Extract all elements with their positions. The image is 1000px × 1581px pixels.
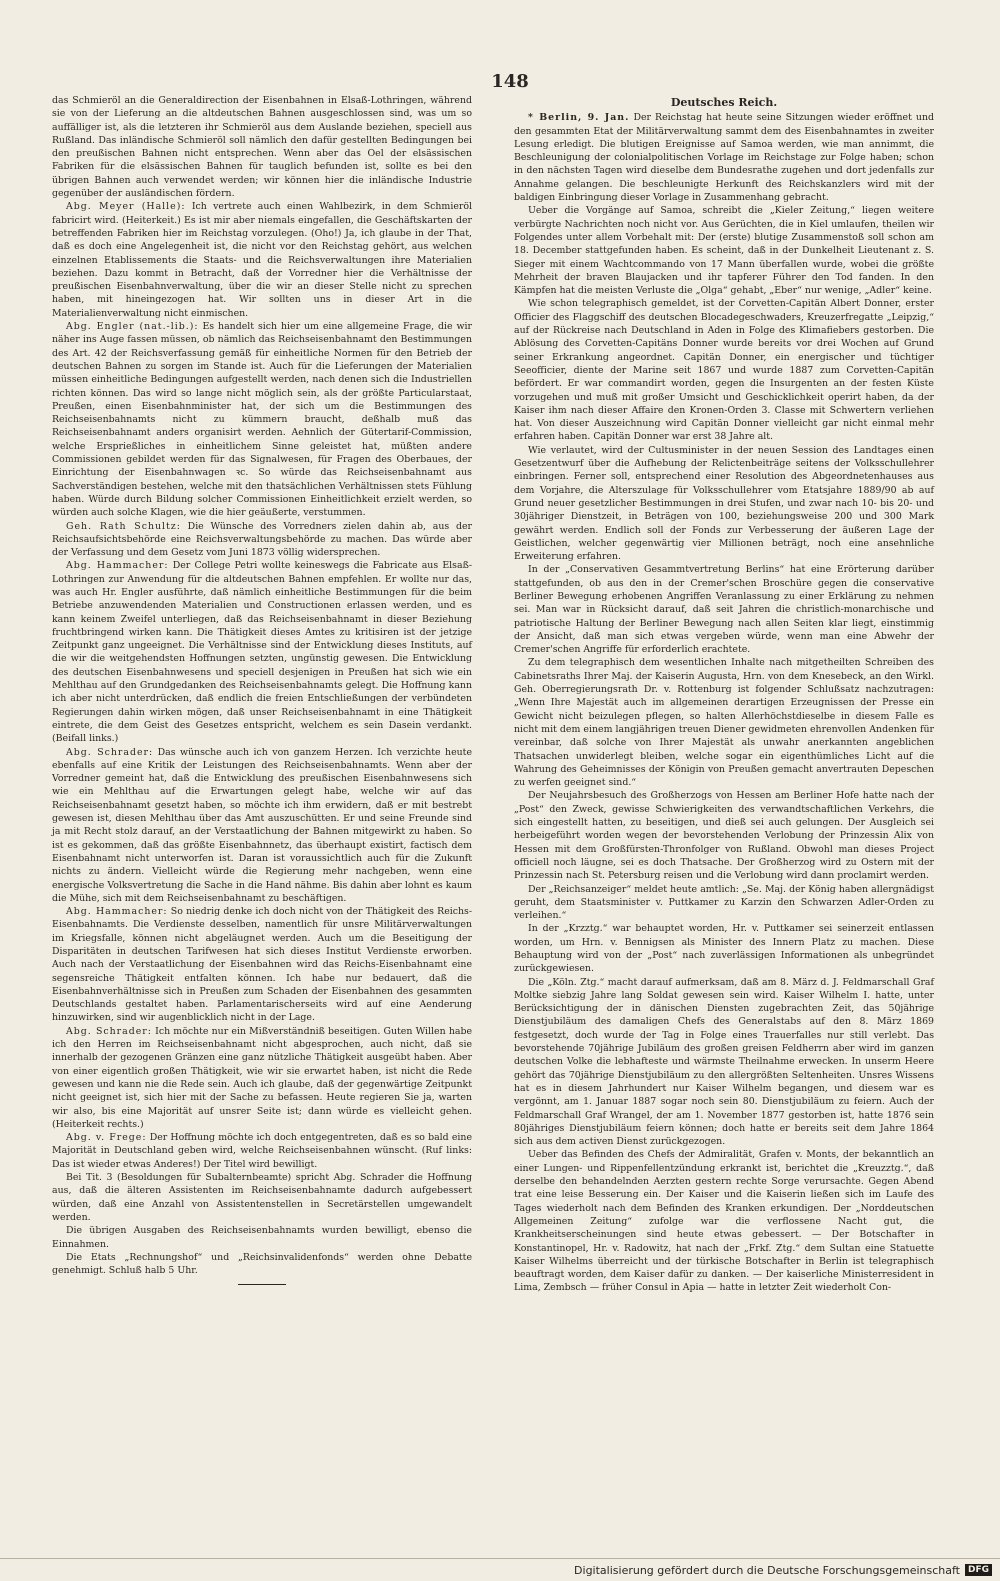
paragraph bbox=[52, 320, 472, 519]
dfg-logo: DFG bbox=[965, 1564, 992, 1576]
paragraph bbox=[514, 789, 934, 882]
speaker-name: Abg. Hammacher: bbox=[66, 560, 169, 572]
paragraph-text: Der Hoffnung möchte ich doch entgegentreten, daß es so bald eine Majorität in Deutschland geben wird, welche Reichseisenbahnen wünscht. (Ruf links: Das ist wieder etwas Anderes!) Der Titel wird bewilligt. bbox=[52, 1132, 472, 1170]
paragraph-text: In der „Conservativen Gesammtvertretung Berlins“ hat eine Erörterung darüber stattgefunden, ob aus den in der Cremer'schen Broschüre gegen die conservative Berliner Bewegung erhobenen Angriffen Veranlassung zu einer Erklärung zu nehmen sei. Man war in Rücksicht darauf, daß seit Jahren die christlich-monarchische und patriotische Haltung der Berliner Bewegung nach allen Seiten klar liegt, einstimmig der Ansicht, daß man sich etwas vergeben würde, wenn man eine Abwehr der Cremer'schen Angriffe für erforderlich erachtete. bbox=[514, 564, 934, 656]
paragraph-text: Der Reichstag hat heute seine Sitzungen wieder eröffnet und den gesammten Etat der Militärverwaltung sammt dem des Eisenbahnamtes in zweiter Lesung erledigt. Die blutigen Ereignisse auf Samoa werden, wie man annimmt, die Beschleunigung der colonialpolitischen Vorlage im Reichstage zur Folge haben; schon in den nächsten Tagen wird dieselbe dem Bundesrathe zugehen und dort jedenfalls zur Annahme gelangen. Die beschleunigte Herkunft des Reichskanzlers wird mit der baldigen Einbringung dieser Vorlage in Zusammenhang gebracht. bbox=[514, 112, 934, 204]
dateline: * Berlin, 9. Jan. bbox=[528, 112, 630, 124]
paragraph-text: Es handelt sich hier um eine allgemeine Frage, die wir näher ins Auge fassen müssen, ob nämlich das Reichseisenbahnamt den Bestimmungen des Art. 42 der Reichsverfassung gemäß für einheitliche Normen für den Betrieb der deutschen Bahnen zu sorgen im Stande ist. Auch für die Lieferungen der Materialien müssen einheitliche Bedingungen aufgestellt werden, nach denen sich die Industriellen richten können. Das wird so lange nicht möglich sein, als der größte Particularstaat, Preußen, einen Eisenbahnminister hat, der sich um die Bestimmungen des Reichseisenbahnamts nicht zu kümmern braucht, deßhalb muß das Reichseisenbahnamt anders organisirt werden. Aehnlich der Gütertarif-Commission, welche Ersprießliches in einheitlichem Sinne geleistet hat, müßten andere Commissionen gebildet werden für das Signalwesen, für Fragen des Oberbaues, der Einrichtung der Eisenbahnwagen ꝛc. So würde das Reichseisenbahnamt aus Sachverständigen bestehen, welche mit den thatsächlichen Verhältnissen stets Fühlung haben. Würde durch Bildung solcher Commissionen Einheitlichkeit erzielt werden, so würden auch solche Klagen, wie die hier geäußerte, verstummen. bbox=[52, 321, 473, 519]
paragraph-text: Der Neujahrsbesuch des Großherzogs von Hessen am Berliner Hofe hatte nach der „Post“ den Zweck, gewisse Schwierigkeiten des verwandtschaftlichen Verkehrs, die sich eingestellt hatten, zu beseitigen, und dieß sei auch gelungen. Der Ausgleich sei herbeigeführt worden wegen der bevorstehenden Verlobung der Prinzessin Alix von Hessen mit dem Großfürsten-Thronfolger von Rußland. Obwohl man dieses Project officiell noch läugne, sei es doch Thatsache. Der Großherzog wird zu Ostern mit der Prinzessin nach St. Petersburg reisen und die Verlobung wird dann proclamirt werden. bbox=[514, 790, 934, 882]
paragraph bbox=[514, 204, 934, 297]
paragraph bbox=[52, 1224, 472, 1251]
paragraph-text: Wie schon telegraphisch gemeldet, ist der Corvetten-Capitän Albert Donner, erster Officier des Flaggschiff des deutschen Blocadegeschwaders, Kreuzerfregatte „Leipzig,“ auf der Rückreise nach Deutschland in Aden in Folge des Klimafiebers gestorben. Die Ablösung des Corvetten-Capitäns Donner wurde bereits vor drei Wochen auf Grund seiner Erkrankung angeordnet. Capitän Donner, ein energischer und tüchtiger Seeofficier, diente der Marine seit 1867 und wurde 1887 zum Corvetten-Capitän befördert. Er war commandirt worden, gegen die Insurgenten an der festen Küste vorzugehen und muß mit großer Umsicht und Geschicklichkeit operirt haben, da der Kaiser ihm nach dieser Affaire den Kronen-Orden 3. Classe mit Schwertern verliehen hat. Von dieser Auszeichnung wird Capitän Donner vielleicht gar nicht einmal mehr erfahren haben. Capitän Donner war erst 38 Jahre alt. bbox=[514, 298, 934, 443]
paragraph-text: Der College Petri wollte keineswegs die Fabricate aus Elsaß-Lothringen zur Anwendung für die altdeutschen Bahnen empfehlen. Er wollte nur das, was auch Hr. Engler ausführte, daß nämlich einheitliche Bestimmungen für die beim Betriebe anzuwendenden Materialien und Constructionen erlassen werden, und es kann keinem Zweifel unterliegen, daß das Reichseisenbahnamt in dieser Beziehung fruchtbringend wirken kann. Die Thätigkeit dieses Amtes zu kritisiren ist der jetzige Zeitpunkt ganz ungeeignet. Die Verhältnisse sind der Entwicklung dieses Instituts, auf die wir die weitgehendsten Hoffnungen setzten, ungünstig gewesen. Die Entwicklung des deutschen Eisenbahnwesens und speciell desjenigen in Preußen hat sich wie ein Mehlthau auf den Grundgedanken des Reichseisenbahnamts gelegt. Die Hoffnung kann ich aber nicht unterdrücken, daß endlich die freien Entschließungen der verbündeten Regierungen dahin wirken mögen, daß unser Reichseisenbahnamt in eine Thätigkeit eintrete, die dem Geist des Gesetzes entspricht, welchem es sein Dasein verdankt. (Beifall links.) bbox=[52, 560, 473, 745]
paragraph bbox=[52, 559, 472, 745]
right-column bbox=[514, 94, 934, 1295]
paragraph-text: Die „Köln. Ztg.“ macht darauf aufmerksam, daß am 8. März d. J. Feldmarschall Graf Moltke siebzig Jahre lang Soldat gewesen sein wird. Kaiser Wilhelm I. hatte, unter Berücksichtigung der in dänischen Diensten zugebrachten Zeit, das 50jährige Dienstjubiläum des damaligen Chefs des Generalstabs auf den 8. März 1869 festgesetzt, doch wurde der Tag in Folge eines Trauerfalles nur still verlebt. Das bevorstehende 70jährige Jubiläum des großen greisen Feldherrn aber wird im ganzen deutschen Volke die lebhafteste und wärmste Theilnahme erwecken. In unserm Heere gehört das 70jährige Dienstjubiläum zu den allergrößten Seltenheiten. Unsres Wissens hat es in diesem Jahrhundert nur Kaiser Wilhelm begangen, und diesem war es vergönnt, am 1. Januar 1887 sogar noch sein 80. Dienstjubiläum zu feiern. Auch der Feldmarschall Graf Wrangel, der am 1. November 1877 gestorben ist, hatte 1876 sein 80jähriges Dienstjubiläum feiern können; doch hatte er bereits seit dem Jahre 1864 sich aus dem activen Dienst zurückgezogen. bbox=[514, 976, 934, 1148]
speaker-name: Abg. Meyer (Halle): bbox=[66, 201, 186, 213]
paragraph-text: Ueber das Befinden des Chefs der Admiralität, Grafen v. Monts, der bekanntlich an einer Lungen- und Rippenfellentzündung erkrankt ist, berichtet die „Kreuzztg.“, daß derselbe den behandelnden Aerzten gestern rechte Sorge verursachte. Gegen Abend trat eine leise Besserung ein. Der Kaiser und die Kaiserin ließen sich im Laufe des Tages wiederholt nach dem Befinden des Kranken erkundigen. Der „Norddeutschen Allgemeinen Zeitung“ zufolge war die verflossene Nacht gut, die Krankheitserscheinungen sind heute etwas gebessert. — Der Botschafter in Konstantinopel, Hr. v. Radowitz, hat nach der „Frkf. Ztg.“ dem Sultan eine Statuette Kaiser Wilhelms überreicht und der türkische Botschafter in Berlin ist telegraphisch beauftragt worden, dem Kaiser dafür zu danken. — Der kaiserliche Ministerresident in Lima, Zembsch — früher Consul in Apia — hatte in letzter Zeit wiederholt Con- bbox=[514, 1149, 934, 1294]
paragraph bbox=[514, 111, 934, 204]
paragraph bbox=[514, 922, 934, 975]
page-number: 148 bbox=[491, 71, 529, 92]
end-rule bbox=[238, 1284, 286, 1285]
paragraph-text: So niedrig denke ich doch nicht von der Thätigkeit des Reichs-Eisenbahnamts. Die Verdienste desselben, namentlich für unsre Militärverwaltungen im Kriegsfalle, können nicht abgeläugnet werden. Auch um die Beseitigung der Disparitäten in deutschen Tarifwesen hat sich dieses Institut Verdienste erworben. Auch nach der Verstaatlichung der Eisenbahnen wird das Reichs-Eisenbahnamt eine segensreiche Thätigkeit entfalten können. Ich habe nur bedauert, daß die Eisenbahnverhältnisse sich in Preußen zum Schaden der Eisenbahnen des gesammten Deutschlands gestaltet haben. Parlamentarischerseits wird auf eine Aenderung hinzuwirken, sind wir augenblicklich nicht in der Lage. bbox=[52, 906, 473, 1024]
paragraph bbox=[514, 444, 934, 564]
paragraph-text: das Schmieröl an die Generaldirection der Eisenbahnen in Elsaß-Lothringen, während sie von der Lieferung an die altdeutschen Bahnen ausgeschlossen sind, was um so auffälliger ist, als die letzteren ihr Schmieröl aus dem Auslande beziehen, speciell aus Rußland. Das inländische Schmieröl soll nämlich den dafür gestellten Bedingungen bei den preußischen Bahnen nicht entsprechen. Wenn aber das Oel der elsässischen Fabriken für die elsässischen Bahnen für tauglich befunden ist, sollte es bei den übrigen Bahnen auch verwendet werden; wir können hier die inländische Industrie gegenüber der ausländischen fördern. bbox=[52, 95, 472, 200]
paragraph bbox=[514, 656, 934, 789]
paragraph bbox=[514, 563, 934, 656]
speaker-name: Abg. Schrader: bbox=[66, 1025, 152, 1037]
paragraph bbox=[514, 976, 934, 1149]
paragraph bbox=[52, 520, 472, 560]
paragraph-text: Die übrigen Ausgaben des Reichseisenbahnamts wurden bewilligt, ebenso die Einnahmen. bbox=[52, 1225, 472, 1250]
paragraph bbox=[52, 1251, 472, 1278]
paragraph bbox=[514, 297, 934, 443]
paragraph-text: Ich möchte nur ein Mißverständniß beseitigen. Guten Willen habe ich den Herren im Reichseisenbahnamt nicht abgesprochen, auch nicht, daß sie innerhalb der gezogenen Gränzen eine ganz nützliche Thätigkeit ausgeübt haben. Aber von einer eigentlich großen Thätigkeit, wie wir sie erwartet haben, ist nicht die Rede gewesen und kann nie die Rede sein. Auch ich glaube, daß der gegenwärtige Zeitpunkt nicht geeignet ist, sich hier mit der Sache zu befassen. Heute regieren Sie ja, warten wir also, bis eine Majorität auf unsrer Seite ist; dann würde es vielleicht gehen. (Heiterkeit rechts.) bbox=[52, 1025, 472, 1130]
paragraph bbox=[52, 746, 472, 906]
paragraph-text: Zu dem telegraphisch dem wesentlichen Inhalte nach mitgetheilten Schreiben des Cabinetsraths Ihrer Maj. der Kaiserin Augusta, Hrn. von dem Knesebeck, an den Wirkl. Geh. Oberregierungsrath Dr. v. Rottenburg ist folgender Schlußsatz nachzutragen: „Wenn Ihre Majestät auch im allgemeinen derartigen Erzeugnissen der Presse ein Gewicht nicht beizulegen pflegen, so halten Allerhöchstdieselbe in diesem Falle es nicht mit dem einem langjährigen treuen Diener gewidmeten ehrenvollen Andenken für vereinbar, daß solche von Ihrer Majestät als unwahr anerkannten angeblichen Thatsachen unwiderlegt bleiben, welche sogar ein eigenthümliches Licht auf die Wahrung des Geheimnisses der Königin von Preußen gemacht anvertrauten Depeschen zu werfen geeignet sind.“ bbox=[514, 657, 934, 789]
paragraph-text: Die Wünsche des Vorredners zielen dahin ab, aus der Reichsaufsichtsbehörde eine Reichsverwaltungsbehörde zu machen. Das würde aber der Verfassung und dem Gesetz vom Juni 1873 völlig widersprechen. bbox=[52, 520, 472, 559]
footer-credit: Digitalisierung gefördert durch die Deutsche Forschungsgemeinschaft bbox=[574, 1563, 960, 1577]
paragraph-text: Das wünsche auch ich von ganzem Herzen. Ich verzichte heute ebenfalls auf eine Kritik der Leistungen des Reichseisenbahnamts. Wenn aber der Vorredner gemeint hat, daß die Entwicklung des preußischen Eisenbahnwesens sich wie ein Mehlthau auf die Erwartungen gelegt habe, welche wir auf das Reichseisenbahnamt gesetzt haben, so möchte ich ihm erwidern, daß er mit bestrebt gewesen ist, diesen Mehlthau über das Amt auszuschütten. Er und seine Freunde sind ja mit Recht stolz darauf, an der Verstaatlichung der Bahnen mitgewirkt zu haben. So ist es gekommen, daß das größte Eisenbahnnetz, das überhaupt existirt, factisch dem Eisenbahnamt nicht unterworfen ist. Daran ist voraussichtlich auch für die Zukunft nichts zu ändern. Vielleicht würde die Regierung mehr nachgeben, wenn eine energische Volksvertretung die Sache in die Hand nähme. Bis dahin aber lohnt es kaum die Mühe, sich mit dem Reichseisenbahnamt zu beschäftigen. bbox=[52, 746, 472, 904]
footer bbox=[0, 1558, 1000, 1581]
paragraph bbox=[514, 883, 934, 923]
left-column bbox=[52, 94, 472, 1285]
paragraph bbox=[52, 1025, 472, 1131]
paragraph-text: Die Etats „Rechnungshof“ und „Reichsinvalidenfonds“ werden ohne Debatte genehmigt. Schluß halb 5 Uhr. bbox=[52, 1251, 472, 1277]
paragraph-text: Bei Tit. 3 (Besoldungen für Subalternbeamte) spricht Abg. Schrader die Hoffnung aus, daß die älteren Assistenten im Reichseisenbahnamte dadurch aufgebessert würden, daß eine Anzahl von Assistentenstellen in Secretärstellen umgewandelt werden. bbox=[52, 1172, 472, 1223]
speaker-name: Geh. Rath Schultz: bbox=[66, 520, 181, 532]
paragraph bbox=[52, 94, 472, 200]
paragraph-text: In der „Krzztg.“ war behauptet worden, Hr. v. Puttkamer sei seinerzeit entlassen worden, um Hrn. v. Bennigsen als Minister des Innern Platz zu machen. Diese Behauptung wird von der „Post“ nach zuverlässigen Informationen als unbegründet zurückgewiesen. bbox=[514, 923, 934, 975]
section-title: Deutsches Reich. bbox=[670, 96, 778, 109]
paragraph bbox=[52, 905, 472, 1025]
paragraph bbox=[52, 1131, 472, 1171]
speaker-name: Abg. Schrader: bbox=[66, 746, 154, 758]
paragraph-text: Ich vertrete auch einen Wahlbezirk, in dem Schmieröl fabricirt wird. (Heiterkeit.) Es ist mir aber niemals eingefallen, die Geschäftskarten der betreffenden Fabriken hier im Reichstag vorzulegen. (Oho!) Ja, ich glaube in der That, daß es doch eine Angelegenheit ist, die nicht vor den Reichstag gehört, aus welchen einzelnen Etablissements die Staats- und die Reichsverwaltungen ihre Materialien beziehen. Dazu kommt in Betracht, daß der Vorredner hier die Verhältnisse der preußischen Eisenbahnverwaltung, über die wir an dieser Stelle nicht zu sprechen haben, mit hineingezogen hat. Wir sollten uns in dieser Art in die Materialienverwaltung nicht einmischen. bbox=[52, 201, 472, 319]
paragraph-text: Der „Reichsanzeiger“ meldet heute amtlich: „Se. Maj. der König haben allergnädigst geruht, dem Staatsminister v. Puttkamer zu Karzin den Schwarzen Adler-Orden zu verleihen.“ bbox=[514, 883, 934, 922]
paragraph bbox=[52, 200, 472, 320]
paragraph-text: Wie verlautet, wird der Cultusminister in der neuen Session des Landtages einen Gesetzentwurf über die Aufhebung der Relictenbeiträge seitens der Volksschullehrer einbringen. Ferner soll, entsprechend einer Resolution des Abgeordnetenhauses aus dem Vorjahre, die Alterszulage für Volksschullehrer vom Etatsjahre 1889/90 ab auf Grund neuer gesetzlicher Bestimmungen in drei Stufen, und zwar nach 10- bis 20- und 30jähriger Dienstzeit, in Beträgen von 100, beziehungsweise 200 und 300 Mark gewährt werden. Endlich soll der Fonds zur Verbesserung der äußeren Lage der Geistlichen, welcher gegenwärtig vier Millionen beträgt, noch eine ansehnliche Erweiterung erfahren. bbox=[514, 444, 934, 563]
speaker-name: Abg. Hammacher: bbox=[66, 906, 168, 918]
paragraph-text: Ueber die Vorgänge auf Samoa, schreibt die „Kieler Zeitung,“ liegen weitere verbürgte Nachrichten noch nicht vor. Aus Gerüchten, die in Kiel umlaufen, theilen wir Folgendes unter allem Vorbehalt mit: Der (erste) blutige Zusammenstoß soll schon am 18. December stattgefunden haben. Es scheint, daß in der Dunkelheit Lieutenant z. S. Sieger mit einem Wachtcommando von 17 Mann überfallen wurde, wobei die größte Mehrheit der braven Blaujacken und ihr tapferer Führer den Tod fanden. In den Kämpfen hat die meisten Verluste die „Olga“ gehabt, „Eber“ nur wenige, „Adler“ keine. bbox=[514, 205, 934, 297]
paragraph bbox=[52, 1171, 472, 1224]
paragraph bbox=[514, 1148, 934, 1294]
speaker-name: Abg. Engler (nat.-lib.): bbox=[66, 321, 199, 333]
speaker-name: Abg. v. Frege: bbox=[66, 1132, 147, 1144]
